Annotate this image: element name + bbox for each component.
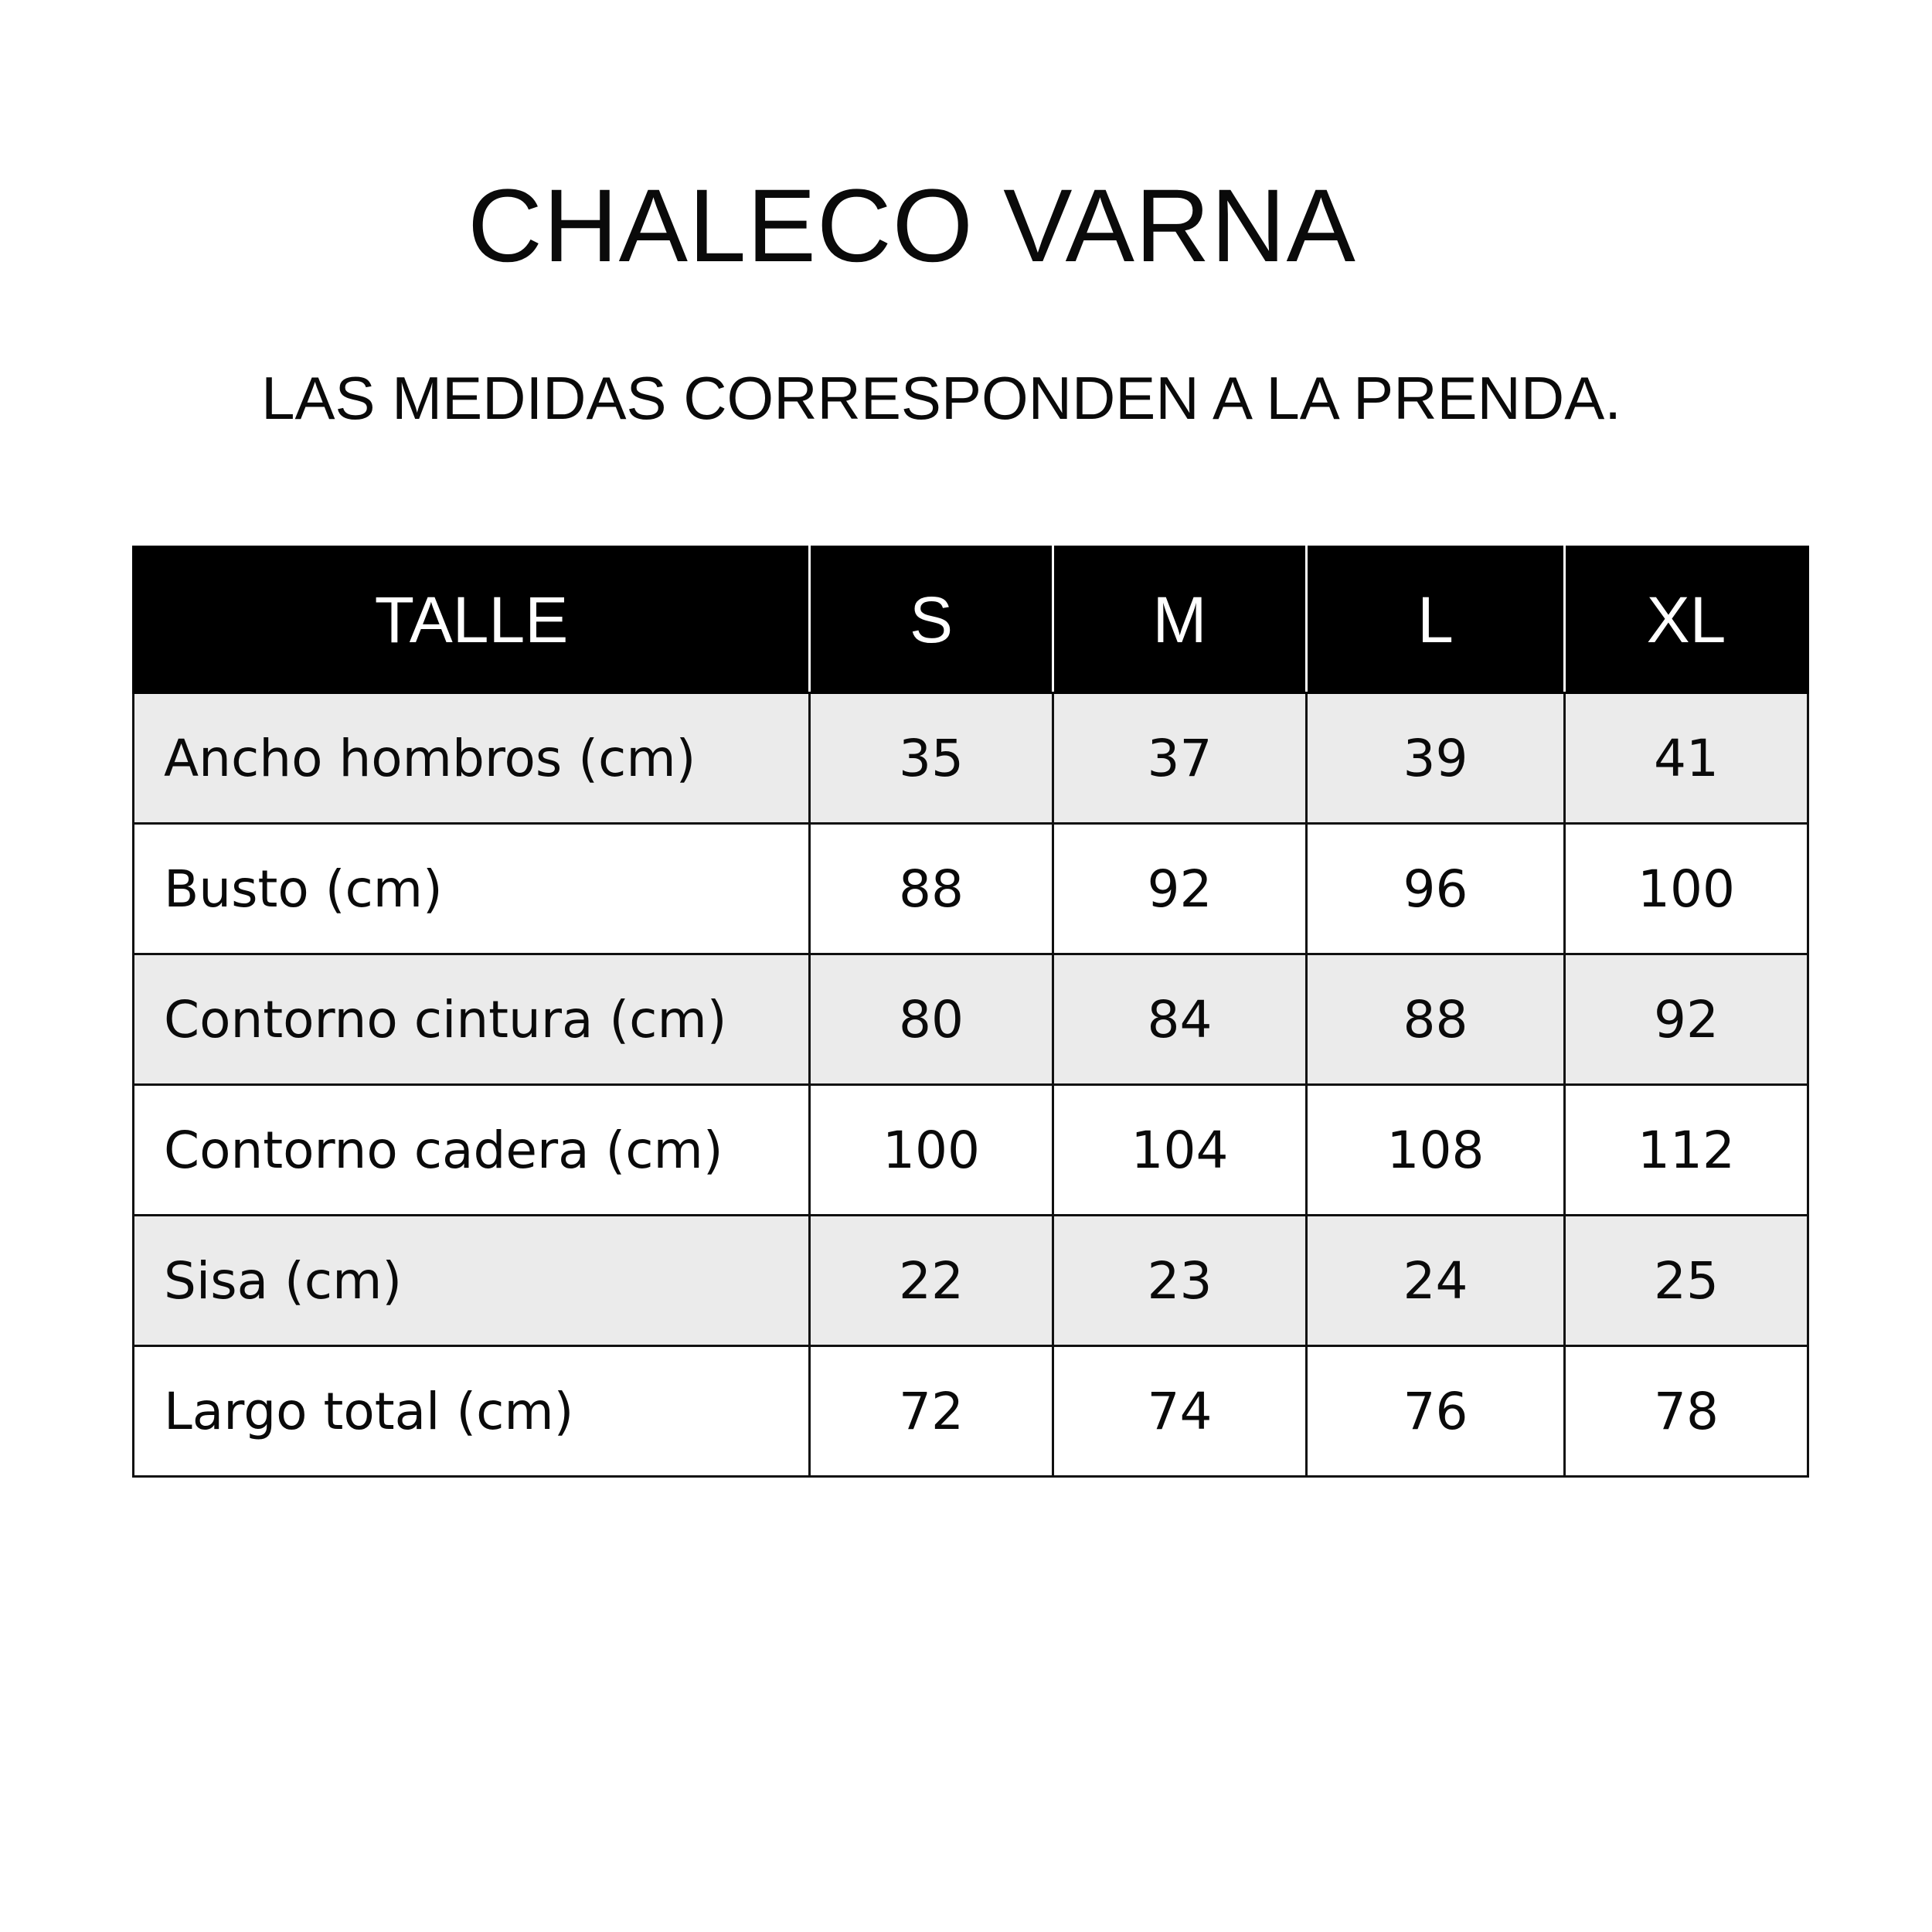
cell-value: 25 — [1565, 1216, 1808, 1346]
header-size-xl: XL — [1565, 547, 1808, 693]
row-label: Ancho hombros (cm) — [134, 693, 810, 824]
header-size-m: M — [1053, 547, 1307, 693]
cell-value: 23 — [1053, 1216, 1307, 1346]
table-row — [134, 693, 1808, 824]
row-label: Sisa (cm) — [134, 1216, 810, 1346]
table-header-row — [134, 547, 1808, 693]
cell-value: 24 — [1307, 1216, 1565, 1346]
cell-value: 37 — [1053, 693, 1307, 824]
row-label: Busto (cm) — [134, 824, 810, 954]
row-label: Contorno cintura (cm) — [134, 954, 810, 1085]
table-row — [134, 824, 1808, 954]
cell-value: 92 — [1053, 824, 1307, 954]
cell-value: 96 — [1307, 824, 1565, 954]
table-row — [134, 1085, 1808, 1216]
cell-value: 104 — [1053, 1085, 1307, 1216]
cell-value: 72 — [810, 1346, 1053, 1477]
cell-value: 100 — [1565, 824, 1808, 954]
page-subtitle: LAS MEDIDAS CORRESPONDEN A LA PRENDA. — [261, 364, 1621, 432]
cell-value: 84 — [1053, 954, 1307, 1085]
cell-value: 35 — [810, 693, 1053, 824]
cell-value: 108 — [1307, 1085, 1565, 1216]
cell-value: 78 — [1565, 1346, 1808, 1477]
cell-value: 22 — [810, 1216, 1053, 1346]
table-row — [134, 1346, 1808, 1477]
cell-value: 39 — [1307, 693, 1565, 824]
page-title: CHALECO VARNA — [468, 168, 1356, 284]
row-label: Largo total (cm) — [134, 1346, 810, 1477]
table-row — [134, 1216, 1808, 1346]
size-chart-table — [132, 546, 1809, 1478]
cell-value: 41 — [1565, 693, 1808, 824]
table-row — [134, 954, 1808, 1085]
cell-value: 88 — [1307, 954, 1565, 1085]
row-label: Contorno cadera (cm) — [134, 1085, 810, 1216]
header-talle: TALLE — [134, 547, 810, 693]
cell-value: 112 — [1565, 1085, 1808, 1216]
cell-value: 92 — [1565, 954, 1808, 1085]
cell-value: 88 — [810, 824, 1053, 954]
header-size-l: L — [1307, 547, 1565, 693]
header-size-s: S — [810, 547, 1053, 693]
cell-value: 80 — [810, 954, 1053, 1085]
cell-value: 76 — [1307, 1346, 1565, 1477]
cell-value: 100 — [810, 1085, 1053, 1216]
cell-value: 74 — [1053, 1346, 1307, 1477]
